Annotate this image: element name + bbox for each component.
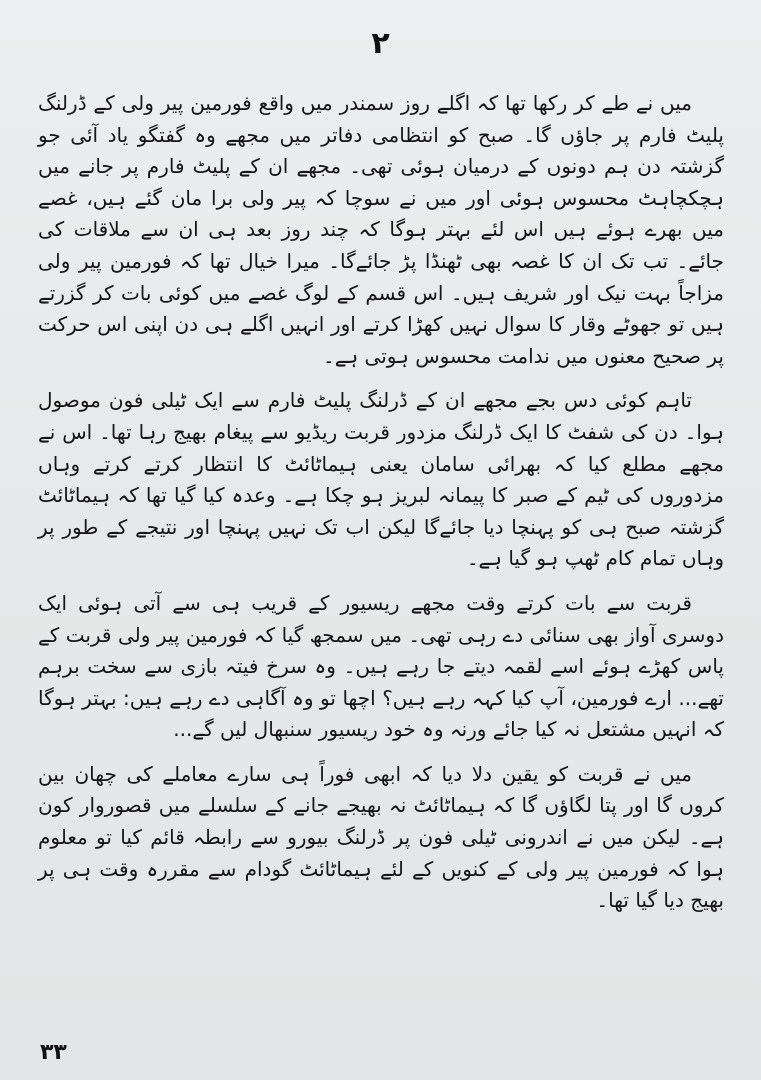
- page-number: ۳۳: [40, 1040, 67, 1065]
- chapter-number: ۲: [371, 26, 390, 61]
- paragraph: میں نے قربت کو یقین دلا دیا کہ ابھی فوراً ہی سارے معاملے کی چھان بین کروں گا اور پتا لگاؤں گا کہ ہیماٹائٹ نہ بھیجے جانے کے سلسلے میں قصوروار کون ہے۔ لیکن میں نے اندرونی ٹیلی فون پر ڈرلنگ بیورو سے رابطہ قائم کیا تو معلوم ہوا کہ فورمین پیر ولی کے کنویں کے لئے ہیماٹائٹ گودام سے مقررہ وقت ہی پر بھیج دیا گیا تھا۔: [38, 761, 724, 913]
- body-text: [38, 88, 724, 930]
- paragraph: قربت سے بات کرتے وقت مجھے ریسیور کے قریب ہی سے آتی ہوئی ایک دوسری آواز بھی سنائی دے رہی تھی۔ میں سمجھ گیا کہ فورمین پیر ولی قربت کے پاس کھڑے ہوئے اسے لقمہ دیتے جا رہے ہیں۔ وہ سرخ فیتہ بازی سے سخت برہم تھے... ارے فورمین، آپ کیا کہہ رہے ہیں؟ اچھا تو وہ آگاہی دے رہے ہیں: بہتر ہوگا کہ انہیں مشتعل نہ کیا جائے ورنہ وہ خود ریسیور سنبھال لیں گے...: [38, 590, 724, 742]
- paragraph: تاہم کوئی دس بجے مجھے ان کے ڈرلنگ پلیٹ فارم سے ایک ٹیلی فون موصول ہوا۔ دن کی شفٹ کا ایک ڈرلنگ مزدور قربت ریڈیو سے پیغام بھیج رہا تھا۔ اس نے مجھے مطلع کیا کہ بھرائی سامان یعنی ہیماٹائٹ کا انتظار کرتے کرتے وہاں مزدوروں کی ٹیم کے صبر کا پیمانہ لبریز ہو چکا ہے۔ وعدہ کیا گیا تھا کہ ہیماٹائٹ گزشتہ صبح ہی کو پہنچا دیا جائےگا لیکن اب تک نہیں پہنچا اور نتیجے کے طور پر وہاں تمام کام ٹھپ ہو گیا ہے۔: [38, 388, 724, 571]
- paragraph: میں نے طے کر رکھا تھا کہ اگلے روز سمندر میں واقع فورمین پیر ولی کے ڈرلنگ پلیٹ فارم پر جاؤں گا۔ صبح کو انتظامی دفاتر میں مجھے وہ گفتگو یاد آئی جو گزشتہ دن ہم دونوں کے درمیان ہوئی تھی۔ مجھے ان کے پلیٹ فارم پر جانے میں ہچکچاہٹ محسوس ہوئی اور میں نے سوچا کہ پیر ولی برا مان گئے ہیں، غصے میں بھرے ہوئے ہیں اس لئے بہتر ہوگا کہ چند روز بعد ہی ان سے ملاقات کی جائے۔ تب تک ان کا غصہ بھی ٹھنڈا پڑ جائےگا۔ میرا خیال تھا کہ فورمین پیر ولی مزاجاً بہت نیک اور شریف ہیں۔ اس قسم کے لوگ غصے میں کوئی بات کر گزرتے ہیں تو جھوٹے وقار کا سوال نہیں کھڑا کرتے اور انہیں اگلے ہی دن اپنی اس حرکت پر صحیح معنوں میں ندامت محسوس ہوتی ہے۔: [38, 91, 724, 368]
